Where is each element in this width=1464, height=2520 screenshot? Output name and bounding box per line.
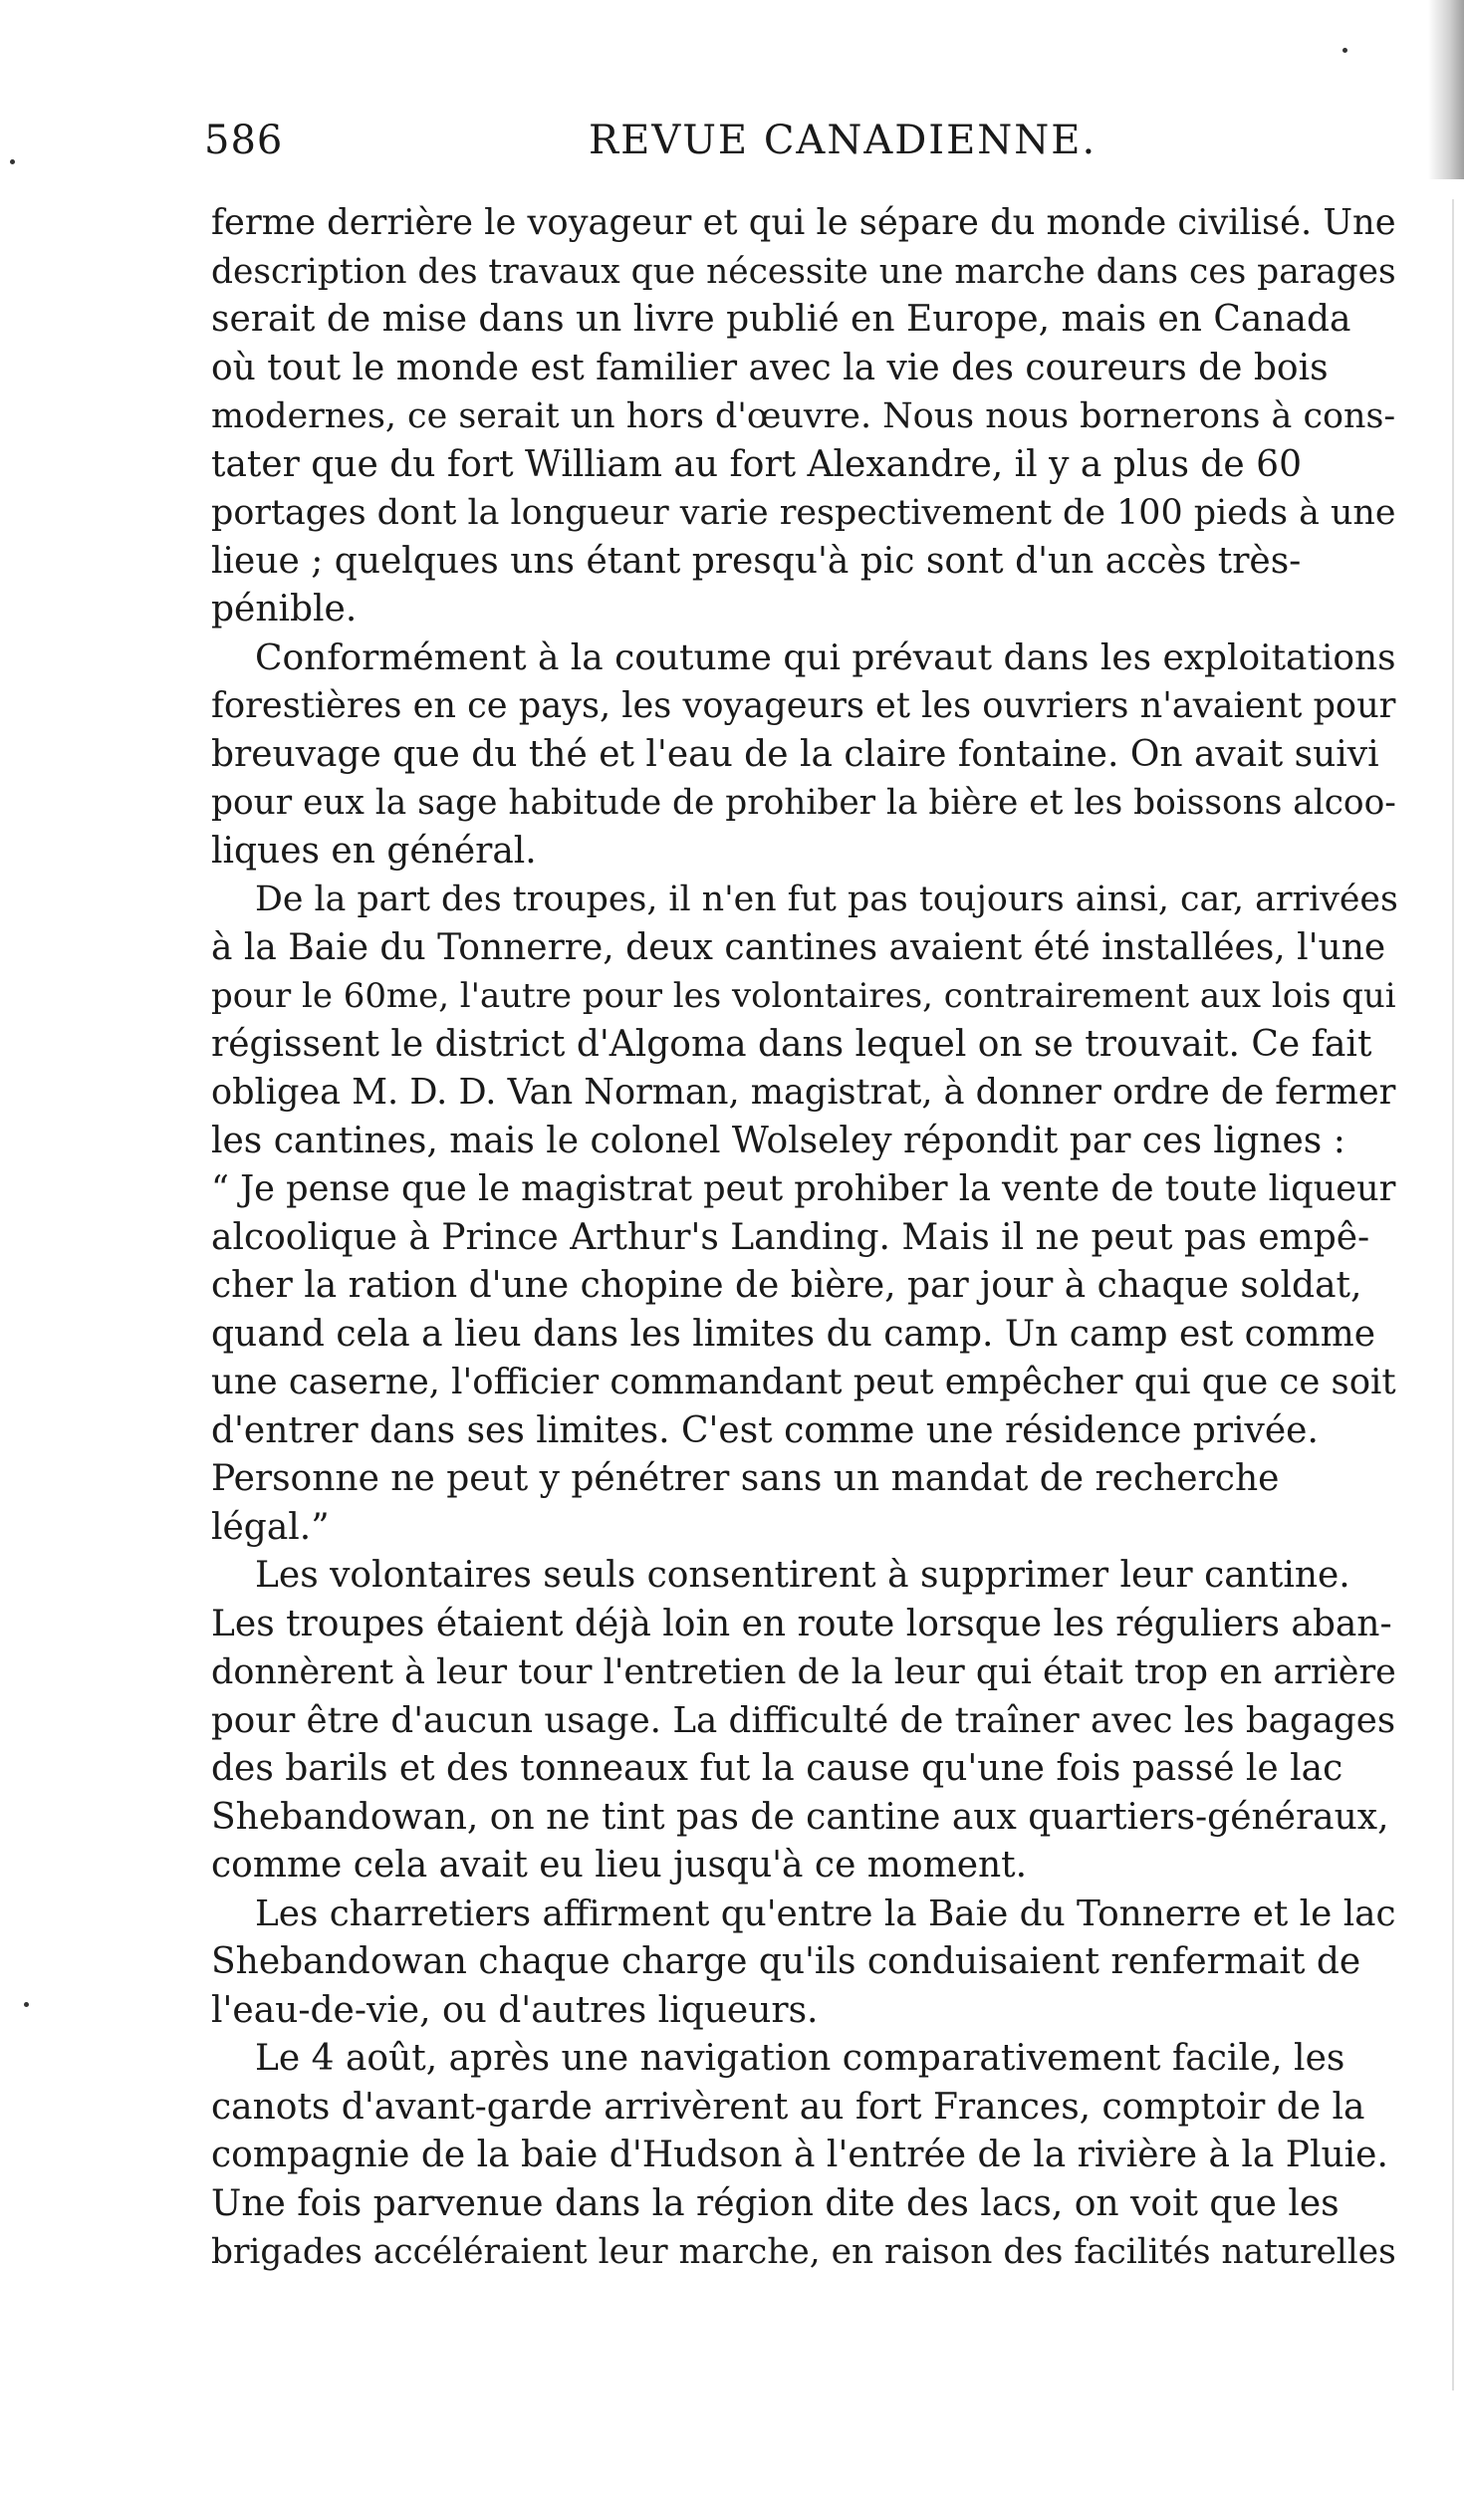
text-line: pénible.	[211, 589, 358, 630]
page-number: 586	[204, 118, 284, 163]
text-line: des barils et des tonneaux fut la cause qu'une fois passé le lac	[211, 1748, 1343, 1789]
text-line: De la part des troupes, il n'en fut pas toujours ainsi, car, arrivées	[255, 880, 1398, 919]
text-line: “ Je pense que le magistrat peut prohiber la vente de toute liqueur	[211, 1168, 1396, 1209]
body-text	[211, 199, 1406, 2277]
text-line: alcoolique à Prince Arthur's Landing. Mais il ne peut pas empê-	[211, 1216, 1370, 1258]
text-line: Shebandowan, on ne tint pas de cantine aux quartiers-généraux,	[211, 1796, 1389, 1838]
scan-speck	[24, 2002, 29, 2007]
text-line: Personne ne peut y pénétrer sans un mandat de recherche	[211, 1458, 1280, 1499]
text-line: pour eux la sage habitude de prohiber la bière et les boissons alcoo-	[211, 783, 1396, 823]
text-line: Le 4 août, après une navigation comparativement facile, les	[255, 2038, 1345, 2079]
text-line: forestières en ce pays, les voyageurs et les ouvriers n'avaient pour	[211, 685, 1396, 726]
text-line: les cantines, mais le colonel Wolseley répondit par ces lignes :	[211, 1120, 1345, 1161]
text-line: compagnie de la baie d'Hudson à l'entrée de la rivière à la Pluie.	[211, 2135, 1388, 2175]
scan-speck	[1342, 48, 1347, 53]
text-line: brigades accéléraient leur marche, en raison des facilités naturelles	[211, 2232, 1396, 2272]
text-line: canots d'avant-garde arrivèrent au fort Frances, comptoir de la	[211, 2086, 1365, 2128]
text-line: lieue ; quelques uns étant presqu'à pic sont d'un accès très-	[211, 540, 1302, 582]
text-line: une caserne, l'officier commandant peut empêcher qui que ce soit	[211, 1362, 1396, 1402]
text-line: pour le 60me, l'autre pour les volontaires, contrairement aux lois qui	[211, 976, 1396, 1016]
text-line: où tout le monde est familier avec la vie des coureurs de bois	[211, 347, 1329, 388]
text-line: Une fois parvenue dans la région dite des lacs, on voit que les	[211, 2182, 1340, 2224]
text-line: tater que du fort William au fort Alexandre, il y a plus de 60	[211, 443, 1302, 485]
text-line: d'entrer dans ses limites. C'est comme une résidence privée.	[211, 1409, 1319, 1451]
text-line: Les volontaires seuls consentirent à supprimer leur cantine.	[255, 1555, 1350, 1596]
text-line: portages dont la longueur varie respectivement de 100 pieds à une	[211, 493, 1396, 533]
scan-edge-line	[1452, 199, 1454, 2391]
text-line: pour être d'aucun usage. La difficulté de traîner avec les bagages	[211, 1699, 1396, 1741]
text-line: modernes, ce serait un hors d'œuvre. Nous nous bornerons à cons-	[211, 396, 1396, 436]
text-line: ferme derrière le voyageur et qui le sépare du monde civilisé. Une	[211, 202, 1396, 243]
text-line: cher la ration d'une chopine de bière, par jour à chaque soldat,	[211, 1265, 1362, 1306]
text-line: breuvage que du thé et l'eau de la claire fontaine. On avait suivi	[211, 733, 1379, 775]
page-header	[204, 118, 1399, 187]
scan-speck	[10, 159, 15, 164]
text-line: description des travaux que nécessite une marche dans ces parages	[211, 251, 1396, 292]
text-line: légal.”	[211, 1506, 330, 1548]
text-line: Conformément à la coutume qui prévaut dans les exploitations	[255, 636, 1396, 678]
running-title: REVUE CANADIENNE.	[589, 118, 1098, 163]
text-line: Les charretiers affirment qu'entre la Baie du Tonnerre et le lac	[255, 1892, 1396, 1934]
scan-edge-shadow	[1428, 0, 1464, 179]
text-line: Les troupes étaient déjà loin en route lorsque les réguliers aban-	[211, 1603, 1392, 1644]
text-line: serait de mise dans un livre publié en Europe, mais en Canada	[211, 299, 1351, 340]
text-line: Shebandowan chaque charge qu'ils conduisaient renfermait de	[211, 1941, 1361, 1982]
text-line: quand cela a lieu dans les limites du camp. Un camp est comme	[211, 1313, 1376, 1355]
text-line: régissent le district d'Algoma dans lequel on se trouvait. Ce fait	[211, 1023, 1372, 1065]
text-line: l'eau-de-vie, ou d'autres liqueurs.	[211, 1989, 819, 2031]
text-line: comme cela avait eu lieu jusqu'à ce moment.	[211, 1845, 1028, 1886]
text-line: donnèrent à leur tour l'entretien de la leur qui était trop en arrière	[211, 1652, 1396, 1692]
text-line: liques en général.	[211, 830, 537, 872]
text-line: à la Baie du Tonnerre, deux cantines avaient été installées, l'une	[211, 926, 1386, 968]
text-line: obligea M. D. D. Van Norman, magistrat, à donner ordre de fermer	[211, 1072, 1396, 1113]
